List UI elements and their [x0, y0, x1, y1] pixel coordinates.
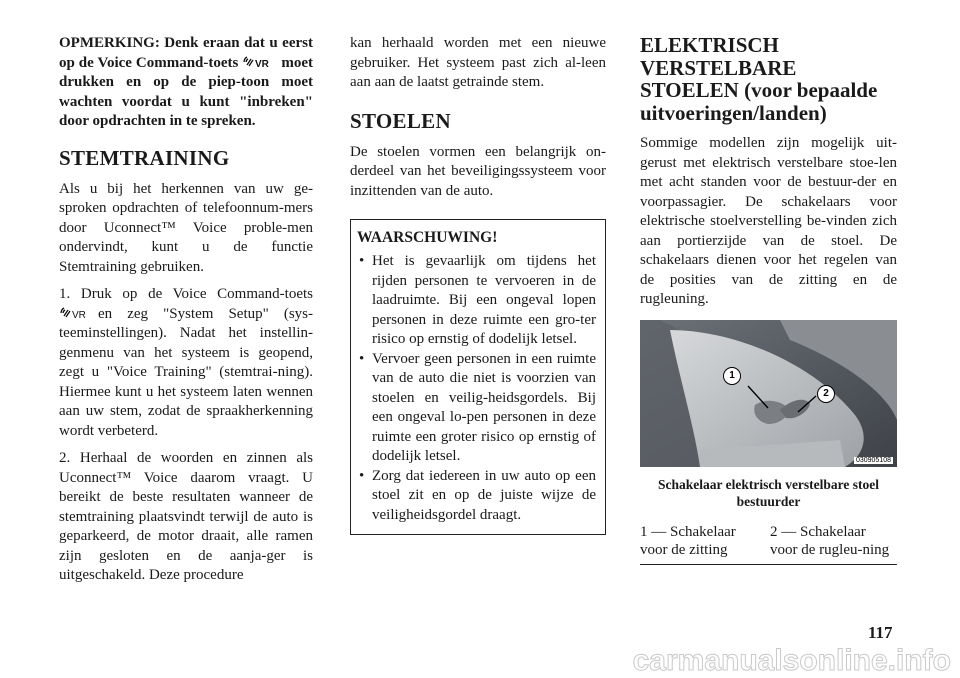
voice-command-icon: [59, 306, 95, 320]
continuation-paragraph: kan herhaald worden met een nieuwe gebruiker. Het systeem past zich al-leen aan aan de laatst getrainde stem.: [350, 35, 606, 90]
seat-photo-illustration: [640, 320, 897, 467]
figure-caption: Schakelaar elektrisch verstelbare stoel bestuurder: [657, 476, 880, 509]
callout-1: 1: [723, 367, 741, 385]
svg-text:VR: VR: [72, 309, 86, 320]
column-left: [59, 34, 313, 586]
stemtraining-intro: Als u bij het herkennen van uw ge-sproken opdrachten of telefoonnum-mers door Uconnect™ Voice proble-men ondervindt, kunt u de functie Stemtraining gebruiken.: [59, 180, 313, 275]
step-2: 2. Herhaal de woorden en zinnen als Uconnect™ Voice daarom vraagt. U bereikt de beste resultaten wanneer de stemtraining plaatsvindt terwijl de auto is geparkeerd, de motor draait, alle ramen zijn gesloten en de aanja-ger is uitgeschakeld. Deze procedure: [59, 450, 313, 583]
warning-item: • Zorg dat iedereen in uw auto op een stoel zit en op de juiste wijze de veiligheidsgordel draagt.: [357, 467, 596, 526]
column-right: [640, 34, 897, 565]
warning-item: • Het is gevaarlijk om tijdens het rijden personen te vervoeren in de laadruimte. Bij een ongeval lopen personen in deze ruimte een gro-ter risico op ernstig of dodelijk letsel.: [357, 252, 596, 350]
watermark-text: carmanualsonline.info: [632, 644, 951, 676]
note-paragraph: [59, 34, 313, 132]
legend-item-2: 2 — Schakelaar voor de rugleu-ning: [770, 523, 890, 558]
voice-command-icon: [242, 55, 278, 69]
step-1-text-start: 1. Druk op de Voice Command-toets: [59, 286, 313, 302]
heading-stoelen: STOELEN: [350, 108, 451, 133]
column-middle: [350, 34, 606, 535]
warning-list: [357, 252, 596, 525]
watermark-logo: [536, 644, 956, 676]
step-1-text-end: en zeg "System Setup" (sys-teeminstellingen). Nadat het instellin-genmenu van het systeem is geopend, zegt u "Voice Training" (stemtrai-ning). Hiermee kunt u het systeem laten wennen aan uw stem, zodat de spraakherkenning wordt verbeterd.: [59, 305, 313, 439]
step-1: [59, 285, 313, 441]
warning-box: [350, 219, 606, 535]
power-seats-intro: Sommige modellen zijn mogelijk uit-gerust met elektrisch verstelbare stoe-len met acht standen voor de bestuur-der en voorpassagier. De schakelaars voor elektrische stoelverstelling be-vinden zich aan portierzijde van de stoel. De schakelaars dienen voor het regelen van de posities van de zitting en de rugleuning.: [640, 135, 897, 307]
figure-code: 030905108: [855, 456, 891, 464]
legend-item-1: 1 — Schakelaar voor de zitting: [640, 523, 736, 558]
heading-stemtraining: STEMTRAINING: [59, 145, 230, 170]
callout-2: 2: [817, 385, 835, 403]
note-text-start: OPMERKING: Denk eraan dat u eerst op de Voice Command-toets: [59, 35, 313, 71]
heading-elektrisch-verstelbare-stoelen: ELEKTRISCH VERSTELBARE STOELEN (voor bepaalde uitvoeringen/landen): [640, 33, 878, 125]
seat-switch-figure: [640, 320, 897, 467]
note-text-end: moet drukken en op de piep-toon moet wachten voordat u kunt "inbreken" door opdrachten in te spreken.: [59, 54, 314, 129]
svg-text:VR: VR: [255, 58, 270, 69]
stoelen-intro: De stoelen vormen een belangrijk on-derdeel van het beveiligingssysteem voor inzittenden van de auto.: [350, 143, 606, 199]
warning-item: • Vervoer geen personen in een ruimte van de auto die niet is voorzien van stoelen en veilig-heidsgordels. Bij een ongeval lo-pen personen in deze ruimte een groter risico op ernstig of dodelijk letsel.: [357, 350, 596, 467]
warning-title: WAARSCHUWING!: [357, 229, 498, 246]
figure-legend: [640, 523, 897, 565]
page-number: 117: [868, 623, 893, 642]
